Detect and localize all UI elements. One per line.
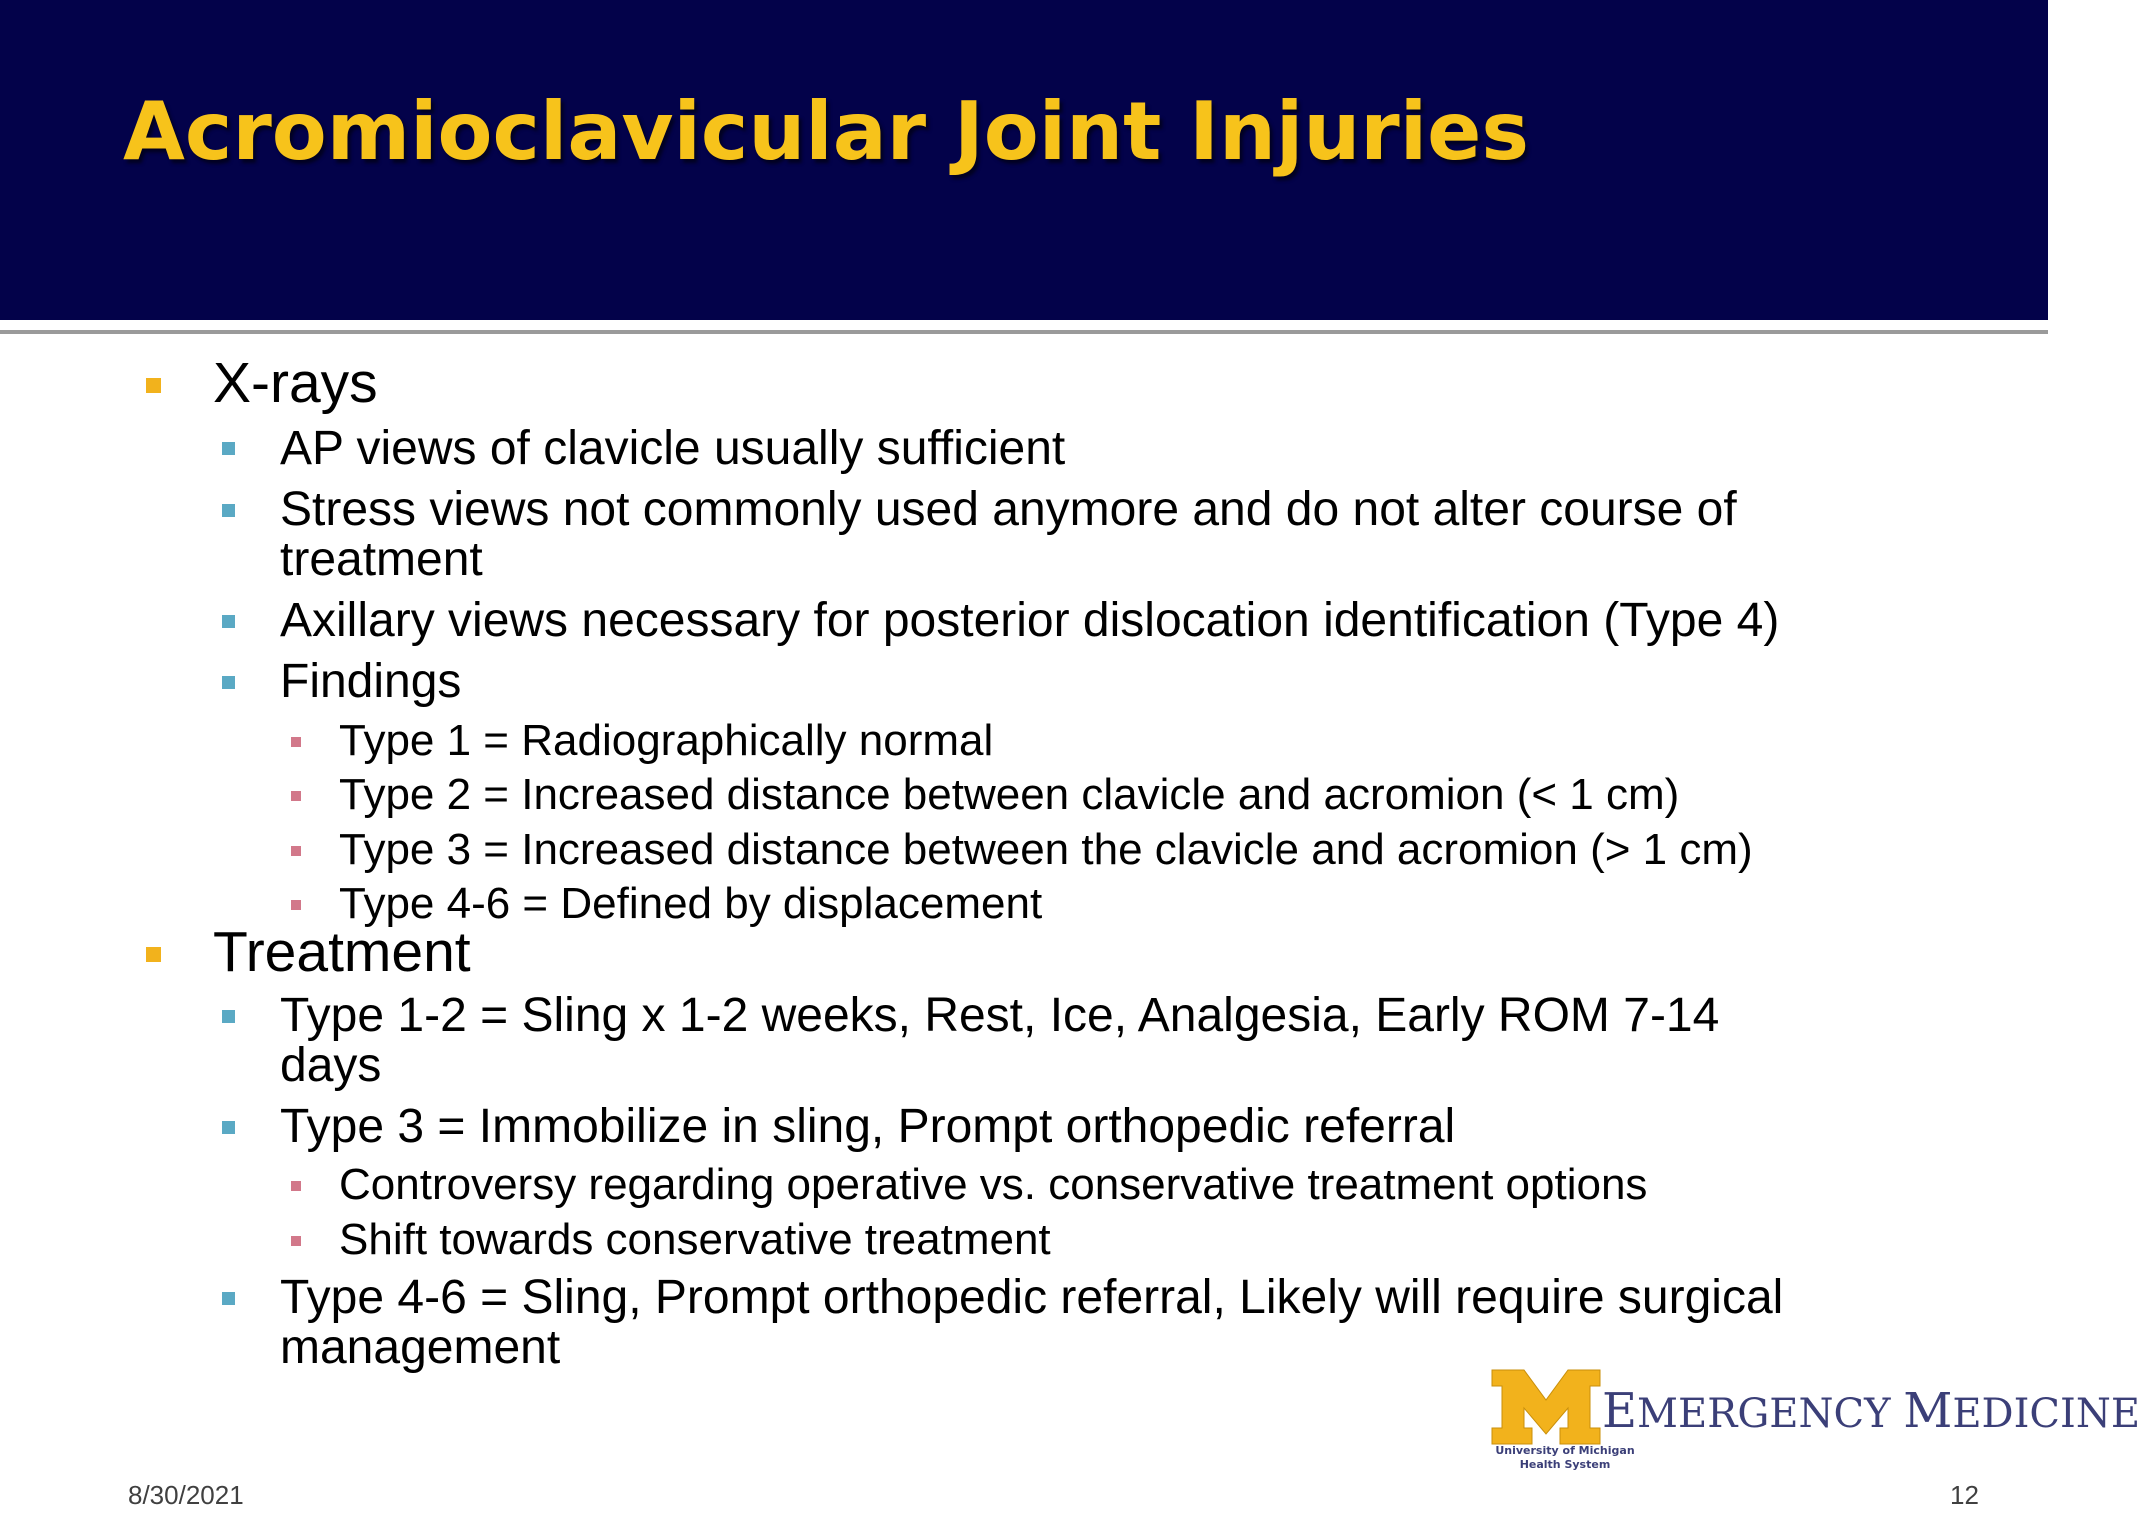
bullet-level3-icon	[291, 900, 301, 910]
bullet-level2-icon	[222, 1010, 235, 1023]
block-m-icon	[1490, 1368, 1602, 1446]
bullet-level2-icon	[222, 676, 235, 689]
list-item-continuation: treatment	[280, 533, 483, 586]
type3-subitem: Shift towards conservative treatment	[339, 1215, 1051, 1264]
bullet-level3-icon	[291, 791, 301, 801]
findings-item: Type 2 = Increased distance between clavicle and acromion (< 1 cm)	[339, 770, 1680, 819]
bullet-level2-icon	[222, 442, 235, 455]
list-item-continuation: days	[280, 1039, 382, 1092]
findings-item: Type 4-6 = Defined by displacement	[339, 879, 1043, 928]
list-item-findings: Findings	[280, 655, 462, 708]
bullet-level2-icon	[222, 1292, 235, 1305]
bullet-level3-icon	[291, 1236, 301, 1246]
bullet-level1-icon	[146, 947, 161, 962]
list-item: AP views of clavicle usually sufficient	[280, 422, 1066, 475]
bullet-level1-icon	[146, 378, 161, 393]
bullet-level2-icon	[222, 1121, 235, 1134]
heading-treatment: Treatment	[213, 920, 471, 984]
logo-wordmark: EMERGENCY MEDICINE	[1602, 1383, 2140, 1439]
footer-date: 8/30/2021	[128, 1480, 244, 1510]
bullet-level3-icon	[291, 846, 301, 856]
findings-item: Type 3 = Increased distance between the clavicle and acromion (> 1 cm)	[339, 825, 1753, 874]
emergency-medicine-logo	[1490, 1368, 2140, 1488]
list-item-continuation: management	[280, 1321, 561, 1374]
logo-subtitle: University of Michigan Health System	[1495, 1444, 1635, 1471]
heading-xrays: X-rays	[213, 351, 378, 415]
bullet-level3-icon	[291, 737, 301, 747]
list-item: Stress views not commonly used anymore and do not alter course of	[280, 483, 1737, 536]
list-item: Type 1-2 = Sling x 1-2 weeks, Rest, Ice, Analgesia, Early ROM 7-14	[280, 989, 1720, 1042]
findings-item: Type 1 = Radiographically normal	[339, 716, 994, 765]
bullet-level3-icon	[291, 1181, 301, 1191]
slide-title: Acromioclavicular Joint Injuries	[123, 85, 1530, 178]
list-item: Type 3 = Immobilize in sling, Prompt orthopedic referral	[280, 1100, 1456, 1153]
bullet-level2-icon	[222, 615, 235, 628]
type3-subitem: Controversy regarding operative vs. conservative treatment options	[339, 1160, 1648, 1209]
bullet-level2-icon	[222, 504, 235, 517]
list-item: Axillary views necessary for posterior dislocation identification (Type 4)	[280, 594, 1780, 647]
list-item: Type 4-6 = Sling, Prompt orthopedic referral, Likely will require surgical	[280, 1271, 1784, 1324]
page-number: 12	[1950, 1480, 1979, 1510]
